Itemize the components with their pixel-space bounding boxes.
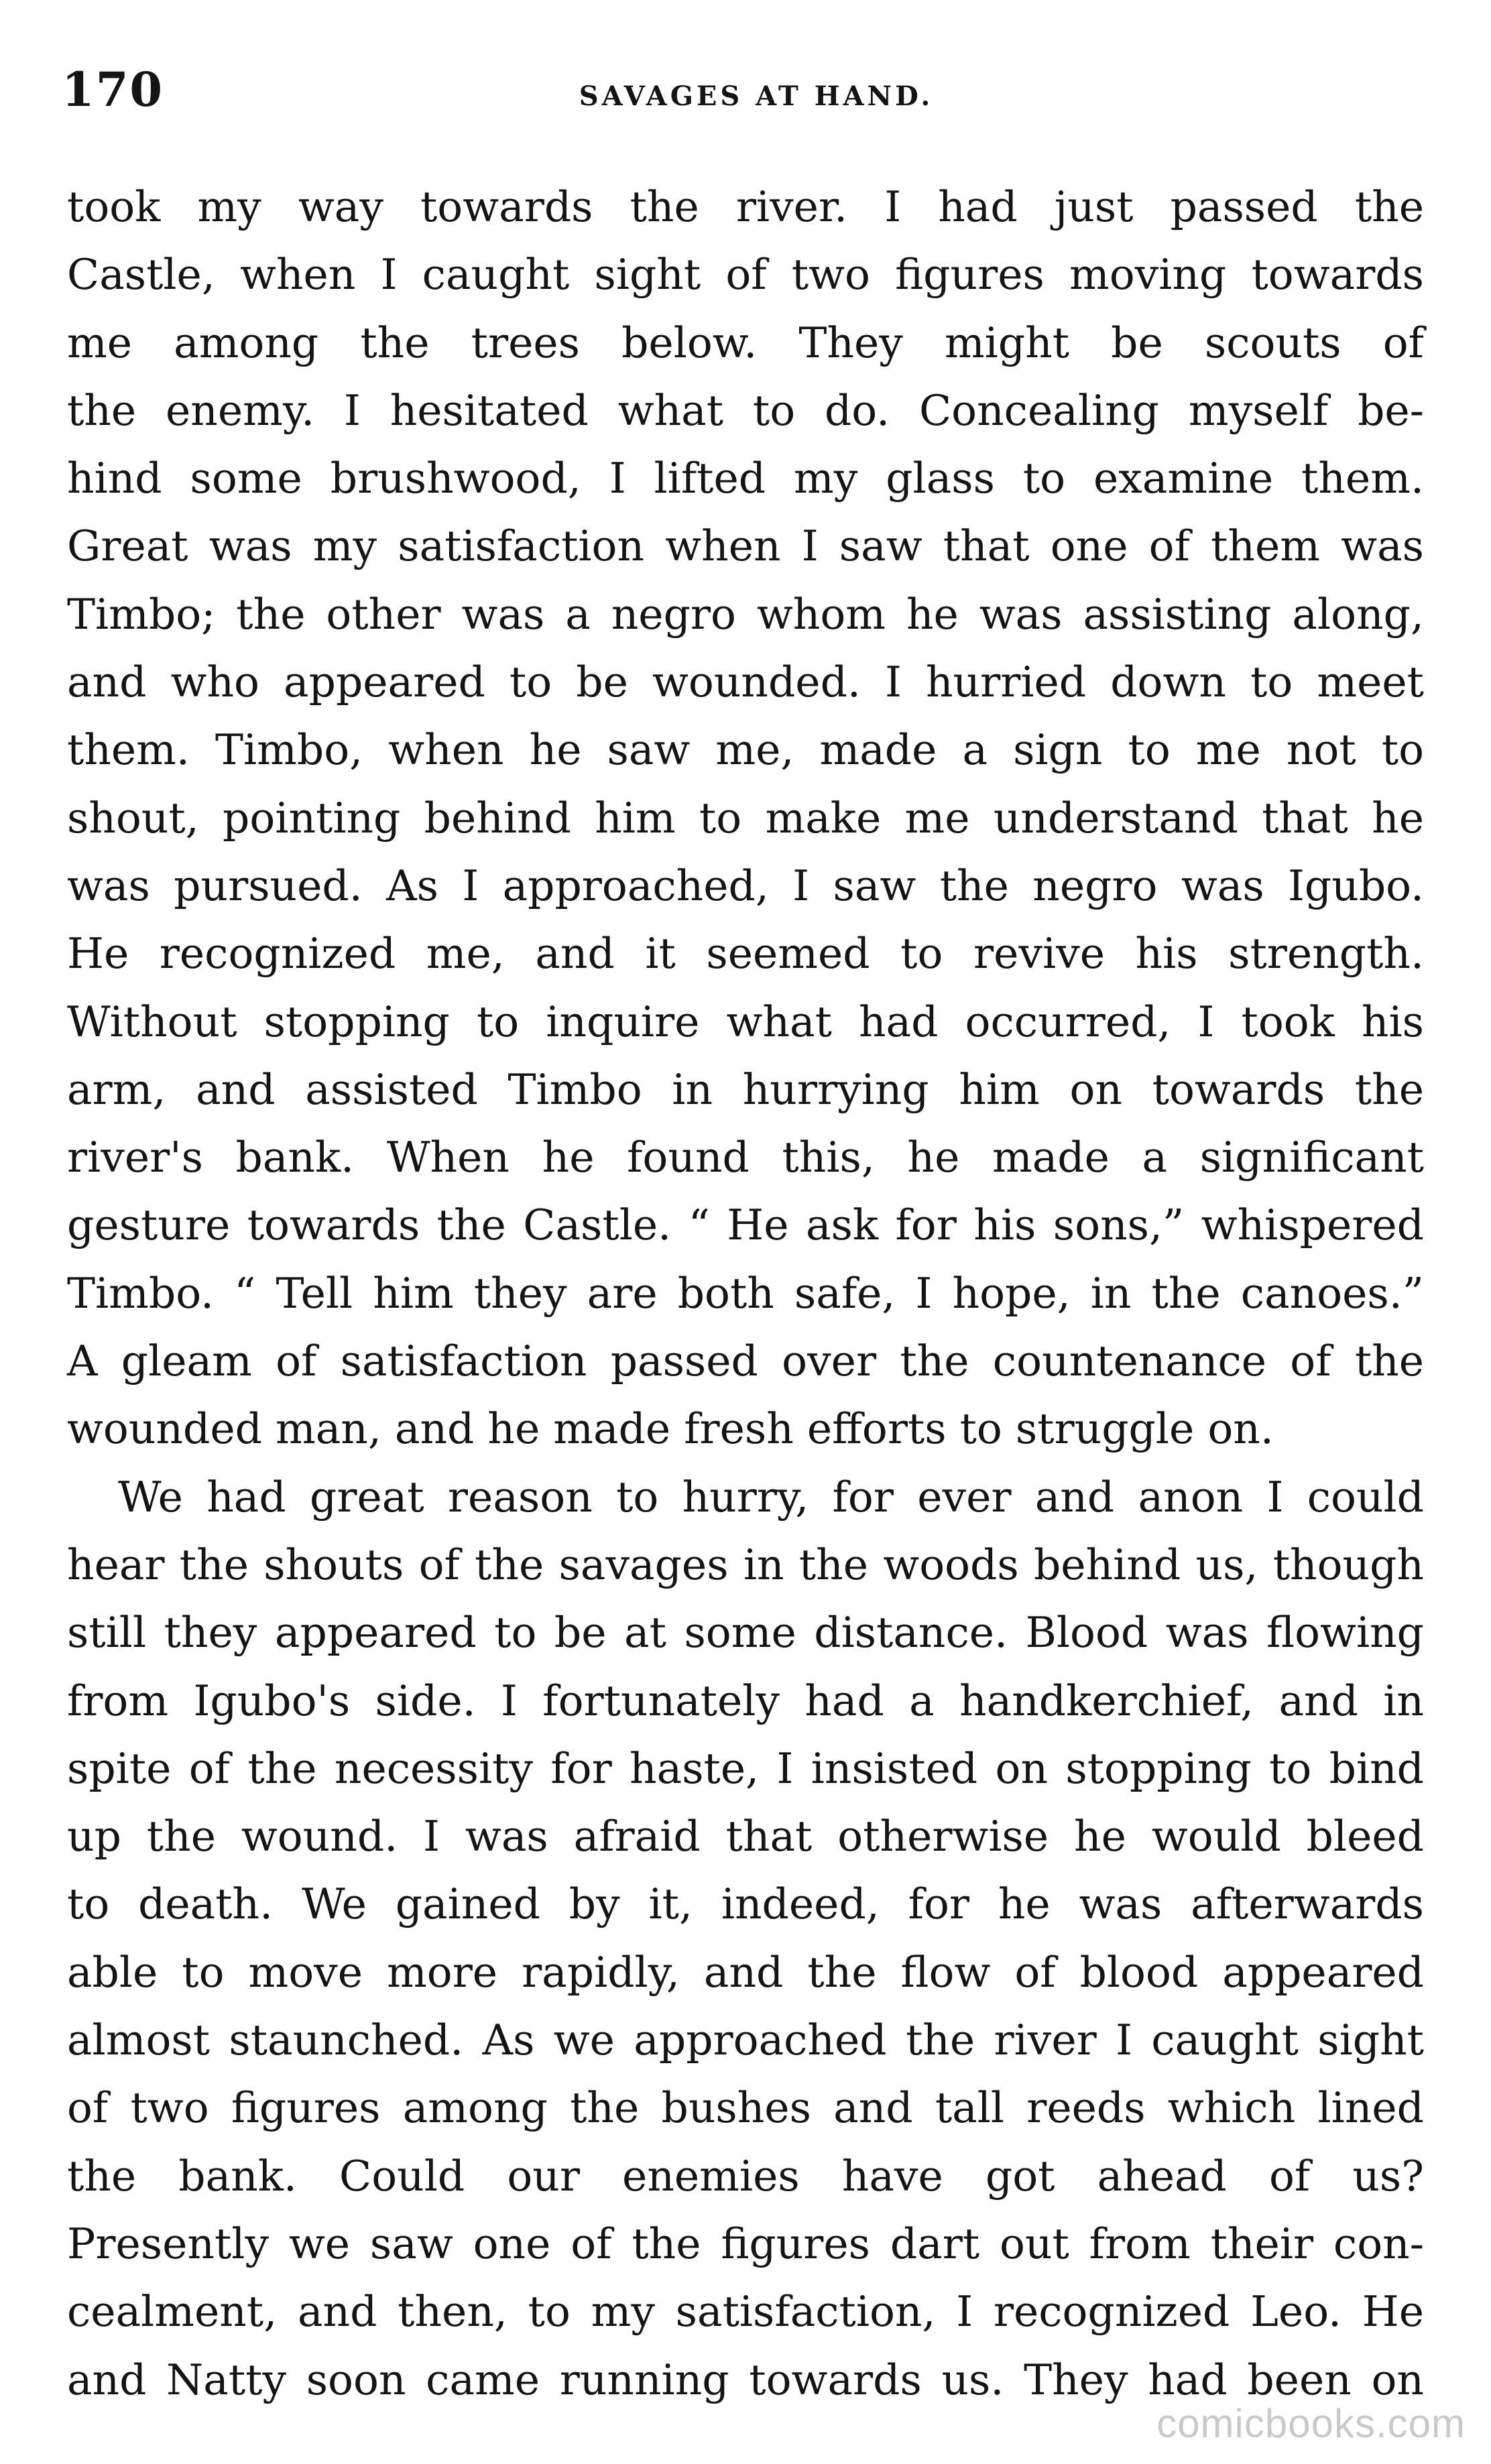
- text-line-9: them. Timbo, when he saw me, made a sign to me not to: [67, 725, 1424, 775]
- text-line-25: up the wound. I was afraid that otherwise he would bleed: [67, 1812, 1424, 1861]
- text-line-5: hind some brushwood, I lifted my glass to examine them.: [67, 454, 1424, 503]
- text-line-26: to death. We gained by it, indeed, for he was afterwards: [67, 1880, 1424, 1929]
- text-line-16: gesture towards the Castle. “ He ask for his sons,” whispered: [67, 1200, 1424, 1250]
- text-line-10: shout, pointing behind him to make me understand that he: [67, 793, 1424, 843]
- text-line-27: able to move more rapidly, and the flow of blood appeared: [67, 1947, 1424, 1997]
- text-line-18: A gleam of satisfaction passed over the countenance of the: [67, 1337, 1424, 1386]
- running-head: [62, 62, 1424, 122]
- text-line-32: cealment, and then, to my satisfaction, I recognized Leo. He: [67, 2287, 1424, 2337]
- text-line-33: and Natty soon came running towards us. They had been on: [67, 2355, 1424, 2404]
- text-line-19: wounded man, and he made fresh efforts to struggle on.: [67, 1404, 1274, 1454]
- text-line-6: Great was my satisfaction when I saw that one of them was: [67, 521, 1424, 571]
- text-line-3: me among the trees below. They might be scouts of: [67, 318, 1424, 367]
- text-line-31: Presently we saw one of the figures dart out from their con-: [67, 2219, 1424, 2268]
- text-line-28: almost staunched. As we approached the river I caught sight: [67, 2016, 1424, 2065]
- running-title: SAVAGES AT HAND.: [579, 80, 934, 112]
- text-line-7: Timbo; the other was a negro whom he was assisting along,: [67, 589, 1424, 639]
- text-line-21: hear the shouts of the savages in the woods behind us, though: [67, 1540, 1424, 1589]
- text-line-1: took my way towards the river. I had just passed the: [67, 182, 1424, 231]
- page-number: 170: [62, 62, 164, 117]
- watermark: comicbooks.com: [1156, 2401, 1466, 2446]
- text-line-30: the bank. Could our enemies have got ahead of us?: [67, 2151, 1424, 2201]
- text-line-8: and who appeared to be wounded. I hurried down to meet: [67, 658, 1424, 707]
- text-line-23: from Igubo's side. I fortunately had a handkerchief, and in: [67, 1676, 1424, 1725]
- text-line-14: arm, and assisted Timbo in hurrying him on towards the: [67, 1064, 1424, 1114]
- text-line-13: Without stopping to inquire what had occurred, I took his: [67, 997, 1424, 1046]
- text-line-22: still they appeared to be at some distance. Blood was flowing: [67, 1608, 1424, 1658]
- text-line-12: He recognized me, and it seemed to revive his strength.: [67, 929, 1424, 979]
- text-line-4: the enemy. I hesitated what to do. Concealing myself be-: [67, 385, 1424, 435]
- body-text: [67, 173, 1424, 2414]
- text-line-11: was pursued. As I approached, I saw the negro was Igubo.: [67, 861, 1424, 910]
- text-line-20: We had great reason to hurry, for ever and anon I could: [118, 1472, 1424, 1522]
- text-line-24: spite of the necessity for haste, I insisted on stopping to bind: [67, 1743, 1424, 1793]
- text-line-15: river's bank. When he found this, he made a significant: [67, 1133, 1424, 1182]
- text-line-29: of two figures among the bushes and tall reeds which lined: [67, 2083, 1424, 2133]
- text-line-17: Timbo. “ Tell him they are both safe, I hope, in the canoes.”: [67, 1268, 1424, 1318]
- text-line-2: Castle, when I caught sight of two figures moving towards: [67, 250, 1424, 300]
